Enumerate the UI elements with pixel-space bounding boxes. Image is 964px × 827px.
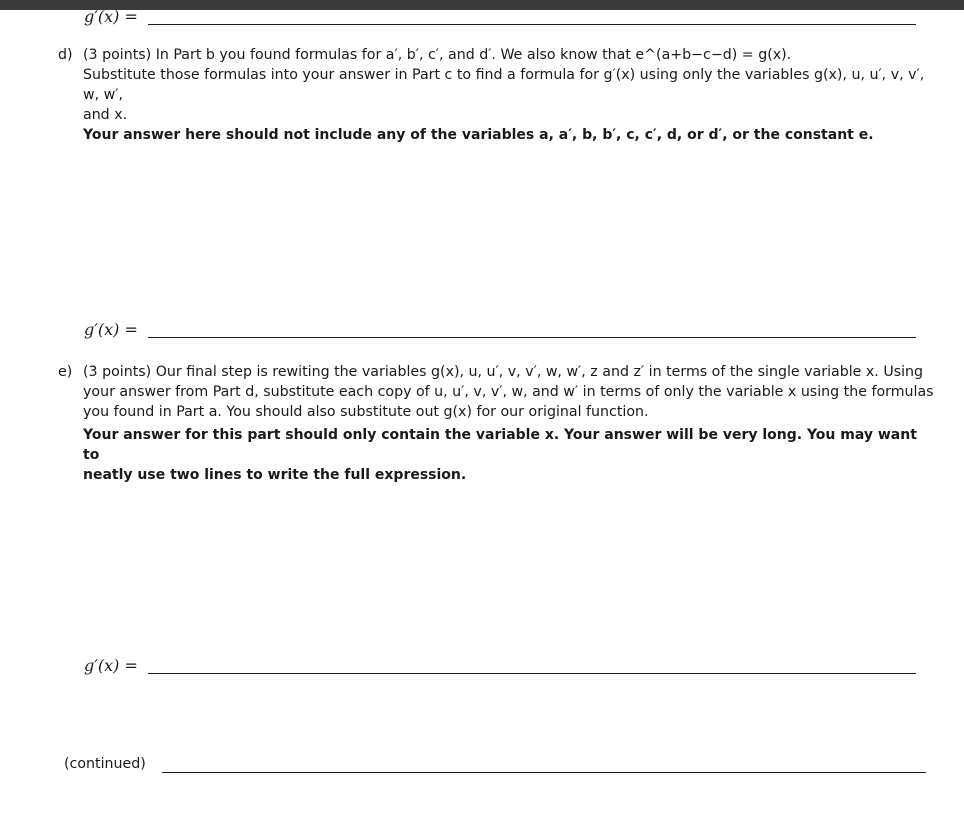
part-d-line-2: Substitute those formulas into your answer in Part c to find a formula for g′(x) using only the variables g(x), u, u′, v, v′, w, w′, bbox=[83, 67, 925, 103]
part-e-line-3: you found in Part a. You should also substitute out g(x) for our original function. bbox=[83, 404, 649, 420]
part-d-line-3: and x. bbox=[83, 107, 128, 123]
part-d-body bbox=[83, 45, 935, 145]
answer-underline-part-d[interactable] bbox=[148, 337, 916, 338]
answer-line-part-e bbox=[84, 656, 916, 676]
part-e-instruction-2: neatly use two lines to write the full expression. bbox=[83, 467, 467, 483]
answer-underline-top[interactable] bbox=[148, 24, 916, 25]
part-e-instruction-1: Your answer for this part should only contain the variable x. Your answer will be very long. You may want to bbox=[83, 427, 917, 463]
part-d-line-1: (3 points) In Part b you found formulas for a′, b′, c′, and d′. We also know that e^(a+b−c−d) = g(x). bbox=[83, 47, 792, 63]
answer-line-top bbox=[84, 7, 916, 27]
continued-label: (continued) bbox=[64, 756, 146, 772]
answer-underline-part-e[interactable] bbox=[148, 673, 916, 674]
answer-line-part-d bbox=[84, 320, 916, 340]
part-d-instruction: Your answer here should not include any of the variables a, a′, b, b′, c, c′, d, or d′, or the constant e. bbox=[83, 127, 874, 143]
answer-lhs-part-e: g′(x) = bbox=[84, 656, 138, 675]
answer-lhs-top: g′(x) = bbox=[84, 7, 138, 26]
continued-underline[interactable] bbox=[162, 772, 926, 773]
part-e-line-2: your answer from Part d, substitute each copy of u, u′, v, v′, w, and w′ in terms of only the variable x using the formulas bbox=[83, 384, 934, 400]
part-d-label: d) bbox=[58, 47, 73, 63]
part-e-label: e) bbox=[58, 364, 73, 380]
part-e-body bbox=[83, 362, 935, 485]
answer-lhs-part-d: g′(x) = bbox=[84, 320, 138, 339]
part-e-line-1: (3 points) Our final step is rewiting the variables g(x), u, u′, v, v′, w, w′, z and z′ in terms of the single variable x. Using bbox=[83, 364, 924, 380]
